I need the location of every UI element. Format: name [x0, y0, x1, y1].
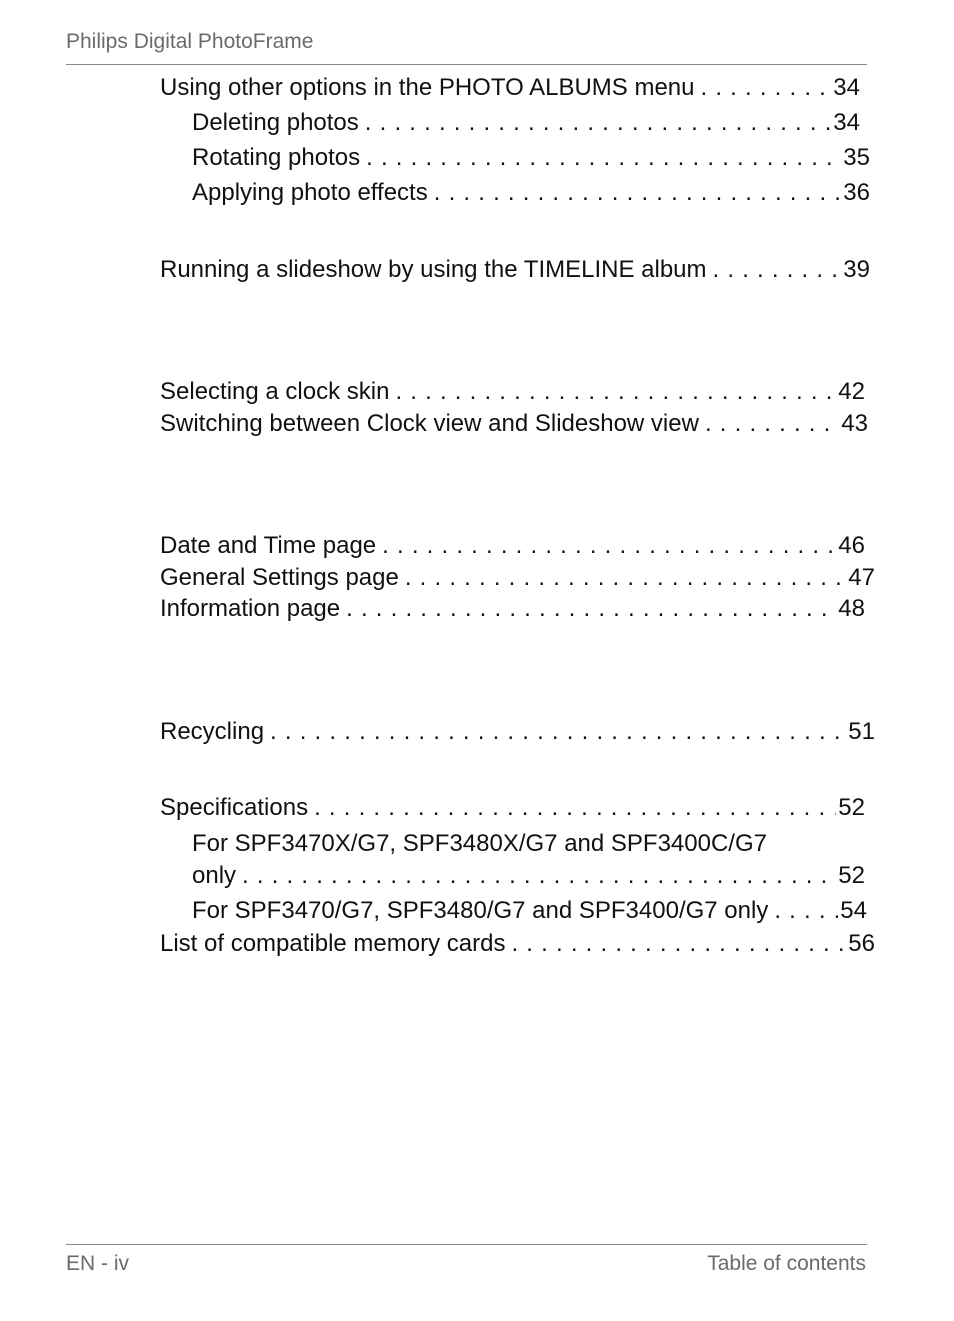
- toc-page-number: 34: [833, 109, 860, 136]
- footer-section-title: Table of contents: [707, 1252, 866, 1275]
- toc-page-number: 42: [838, 378, 865, 405]
- toc-page-number: 54: [840, 897, 867, 924]
- toc-entry-title: Applying photo effects: [192, 179, 428, 206]
- toc-page-number: 51: [848, 718, 875, 745]
- toc-leader-dots: [511, 929, 846, 959]
- toc-entry[interactable]: [160, 531, 865, 561]
- toc-entry[interactable]: [160, 377, 865, 407]
- toc-leader-dots: [314, 793, 836, 823]
- toc-entry-title: For SPF3470/G7, SPF3480/G7 and SPF3400/G7 only: [192, 897, 769, 924]
- toc-leader-dots: [774, 896, 838, 926]
- toc-entry[interactable]: [160, 409, 868, 439]
- toc-entry[interactable]: [160, 563, 875, 593]
- toc-leader-dots: [700, 73, 831, 103]
- toc-entry[interactable]: [160, 793, 865, 823]
- toc-leader-dots: [705, 409, 839, 439]
- toc-page-number: 46: [838, 532, 865, 559]
- toc-page-number: 36: [843, 179, 870, 206]
- toc-entry-title: Rotating photos: [192, 144, 361, 171]
- toc-entry[interactable]: [192, 861, 865, 891]
- toc-leader-dots: [434, 178, 842, 208]
- toc-entry-title-line1: For SPF3470X/G7, SPF3480X/G7 and SPF3400C/G7: [192, 830, 767, 857]
- toc-page-number: 34: [833, 74, 860, 101]
- toc-entry-title: Recycling: [160, 718, 265, 745]
- toc-leader-dots: [366, 143, 841, 173]
- toc-entry-title: only: [192, 862, 237, 889]
- toc-page-number: 56: [848, 930, 875, 957]
- toc-page-number: 43: [841, 410, 868, 437]
- toc-entry[interactable]: [160, 929, 875, 959]
- toc-entry-title: Information page: [160, 595, 341, 622]
- toc-page-number: 39: [843, 256, 870, 283]
- toc-leader-dots: [395, 377, 836, 407]
- toc-entry[interactable]: [192, 108, 860, 138]
- toc-entry[interactable]: [160, 73, 860, 103]
- toc-entry-title: Using other options in the PHOTO ALBUMS menu: [160, 74, 695, 101]
- toc-leader-dots: [270, 717, 846, 747]
- toc-entry[interactable]: [160, 255, 870, 285]
- toc-entry-title: Specifications: [160, 794, 309, 821]
- toc-entry-title: Date and Time page: [160, 532, 377, 559]
- toc-entry[interactable]: [160, 717, 875, 747]
- toc-page-number: 48: [838, 595, 865, 622]
- toc-entry-title: Selecting a clock skin: [160, 378, 390, 405]
- toc-page-number: 47: [848, 564, 875, 591]
- toc-entry-title: List of compatible memory cards: [160, 930, 506, 957]
- footer-divider: [66, 1244, 867, 1245]
- toc-entry-title: Deleting photos: [192, 109, 359, 136]
- footer-page-label: EN - iv: [66, 1252, 129, 1275]
- toc-page-number: 35: [843, 144, 870, 171]
- toc-leader-dots: [713, 255, 842, 285]
- running-header-title: Philips Digital PhotoFrame: [66, 30, 314, 53]
- toc-page-number: 52: [838, 794, 865, 821]
- toc-leader-dots: [346, 594, 836, 624]
- toc-entry[interactable]: [160, 594, 865, 624]
- toc-page-number: 52: [838, 862, 865, 889]
- toc-entry-title: Running a slideshow by using the TIMELINE album: [160, 256, 707, 283]
- toc-entry-title: General Settings page: [160, 564, 399, 591]
- header-divider: [66, 64, 867, 65]
- toc-leader-dots: [382, 531, 836, 561]
- toc-leader-dots: [405, 563, 846, 593]
- toc-entry[interactable]: [192, 896, 867, 926]
- toc-leader-dots: [365, 108, 832, 138]
- toc-leader-dots: [242, 861, 836, 891]
- toc-entry[interactable]: [192, 143, 870, 173]
- toc-entry-title: Switching between Clock view and Slideshow view: [160, 410, 699, 437]
- toc-entry[interactable]: [192, 178, 870, 208]
